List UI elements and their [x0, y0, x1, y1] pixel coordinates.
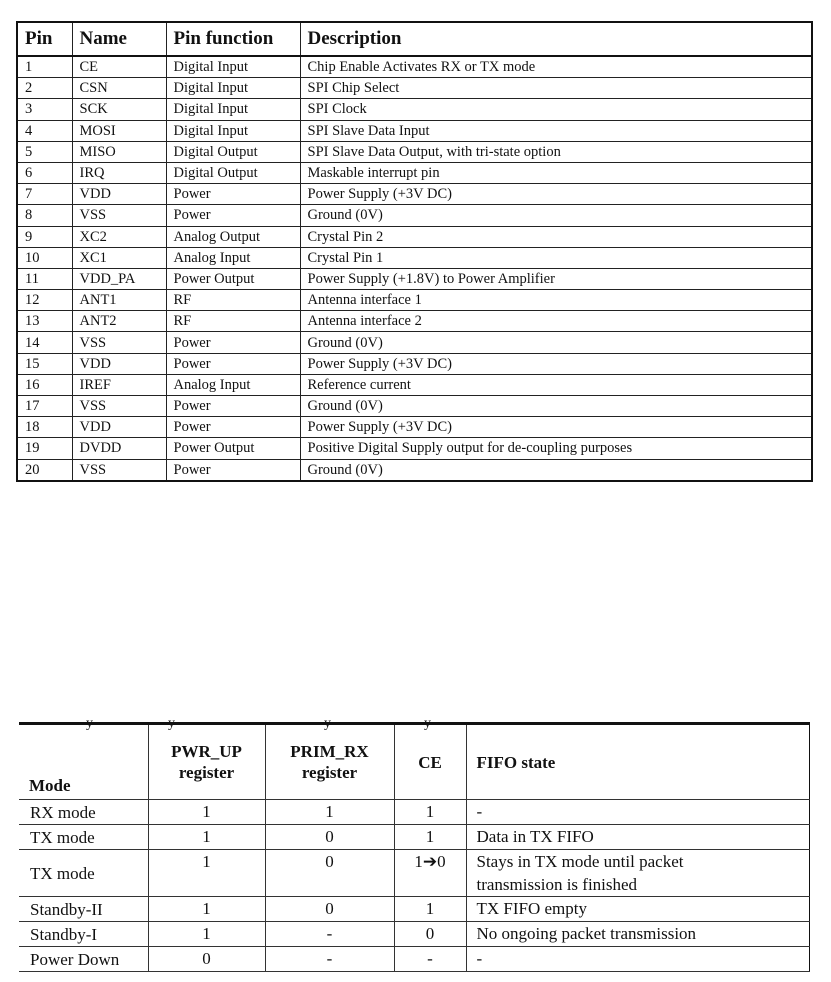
prim-rx-cell: - — [265, 922, 394, 947]
pin-name-cell: CSN — [72, 78, 166, 99]
pin-function-cell: Digital Output — [166, 141, 300, 162]
prim-rx-cell: 1 — [265, 800, 394, 825]
header-pwr-up-line2: register — [178, 763, 235, 782]
fifo-state-line: Data in TX FIFO — [476, 827, 594, 846]
pwr-up-cell: 1 — [148, 922, 265, 947]
mode-cell: TX mode — [19, 825, 148, 850]
pin-table — [16, 21, 813, 482]
table-row — [17, 162, 812, 183]
header-description: Description — [300, 22, 812, 56]
pin-description-cell: Chip Enable Activates RX or TX mode — [300, 56, 812, 78]
header-fifo-state: FIFO state — [466, 724, 810, 800]
pin-description-cell: Crystal Pin 2 — [300, 226, 812, 247]
table-row — [17, 353, 812, 374]
table-row — [19, 922, 810, 947]
pin-description-cell: Ground (0V) — [300, 205, 812, 226]
pwr-up-cell: 1 — [148, 850, 265, 897]
header-pin-function: Pin function — [166, 22, 300, 56]
pin-description-cell: SPI Clock — [300, 99, 812, 120]
cropped-glyph: y — [424, 716, 432, 731]
table-row — [19, 947, 810, 972]
fifo-state-line: No ongoing packet transmission — [476, 924, 697, 943]
fifo-state-cell — [466, 922, 810, 947]
table-row — [17, 417, 812, 438]
pin-description-cell: Ground (0V) — [300, 459, 812, 481]
mode-table-header-row — [19, 724, 810, 800]
pin-name-cell: VSS — [72, 332, 166, 353]
pin-number-cell: 3 — [17, 99, 72, 120]
cropped-text-fragment — [86, 714, 456, 731]
mode-cell: Standby-I — [19, 922, 148, 947]
fifo-state-line: TX FIFO empty — [476, 899, 587, 918]
table-row — [17, 247, 812, 268]
pin-description-cell: Ground (0V) — [300, 332, 812, 353]
pin-number-cell: 15 — [17, 353, 72, 374]
table-row — [17, 226, 812, 247]
cropped-glyph: y — [86, 716, 94, 731]
fifo-state-cell — [466, 897, 810, 922]
pwr-up-cell: 1 — [148, 800, 265, 825]
pin-number-cell: 10 — [17, 247, 72, 268]
pin-function-cell: Digital Input — [166, 120, 300, 141]
table-row — [19, 825, 810, 850]
pin-description-cell: Antenna interface 2 — [300, 311, 812, 332]
pin-name-cell: VDD — [72, 417, 166, 438]
pin-number-cell: 13 — [17, 311, 72, 332]
pin-name-cell: IRQ — [72, 162, 166, 183]
pin-number-cell: 8 — [17, 205, 72, 226]
header-pin: Pin — [17, 22, 72, 56]
table-row — [17, 205, 812, 226]
pin-function-cell: Digital Input — [166, 56, 300, 78]
prim-rx-cell: 0 — [265, 897, 394, 922]
pin-description-cell: Ground (0V) — [300, 396, 812, 417]
cropped-glyph: y — [324, 716, 332, 731]
pin-function-cell: Power Output — [166, 438, 300, 459]
table-row — [17, 141, 812, 162]
pin-function-cell: Power — [166, 205, 300, 226]
cropped-glyph: y — [168, 716, 176, 731]
pin-number-cell: 17 — [17, 396, 72, 417]
pin-number-cell: 5 — [17, 141, 72, 162]
header-ce: CE — [394, 724, 466, 800]
pin-number-cell: 16 — [17, 374, 72, 395]
mode-table — [19, 722, 810, 972]
fifo-state-cell — [466, 947, 810, 972]
ce-cell: 1 — [394, 800, 466, 825]
pin-description-cell: Antenna interface 1 — [300, 290, 812, 311]
pin-number-cell: 7 — [17, 184, 72, 205]
prim-rx-cell: 0 — [265, 825, 394, 850]
table-row — [17, 99, 812, 120]
pin-function-cell: Power — [166, 396, 300, 417]
pin-function-cell: Power — [166, 417, 300, 438]
table-row — [17, 78, 812, 99]
pin-number-cell: 19 — [17, 438, 72, 459]
pin-function-cell: Power — [166, 332, 300, 353]
pin-number-cell: 2 — [17, 78, 72, 99]
table-row — [19, 897, 810, 922]
pin-number-cell: 12 — [17, 290, 72, 311]
pin-name-cell: IREF — [72, 374, 166, 395]
pin-description-cell: Positive Digital Supply output for de-coupling purposes — [300, 438, 812, 459]
mode-cell: TX mode — [19, 850, 148, 897]
pin-name-cell: ANT1 — [72, 290, 166, 311]
pin-name-cell: XC2 — [72, 226, 166, 247]
table-row — [17, 396, 812, 417]
pin-name-cell: MISO — [72, 141, 166, 162]
pin-number-cell: 1 — [17, 56, 72, 78]
fifo-state-line: - — [476, 802, 483, 821]
pin-number-cell: 9 — [17, 226, 72, 247]
ce-cell: 1 — [394, 825, 466, 850]
header-prim-rx — [265, 724, 394, 800]
pin-name-cell: VDD — [72, 353, 166, 374]
pin-number-cell: 14 — [17, 332, 72, 353]
ce-cell: 1 — [394, 897, 466, 922]
pwr-up-cell: 0 — [148, 947, 265, 972]
fifo-state-line: Stays in TX mode until packet — [476, 852, 684, 871]
ce-cell: 1➔0 — [394, 850, 466, 897]
header-prim-rx-line1: PRIM_RX — [290, 742, 369, 761]
pin-description-cell: Power Supply (+3V DC) — [300, 417, 812, 438]
header-name: Name — [72, 22, 166, 56]
header-mode: Mode — [19, 724, 148, 800]
header-pwr-up-line1: PWR_UP — [171, 742, 242, 761]
header-pwr-up — [148, 724, 265, 800]
pin-name-cell: VSS — [72, 396, 166, 417]
pin-number-cell: 11 — [17, 268, 72, 289]
pin-function-cell: Analog Output — [166, 226, 300, 247]
pin-function-cell: Digital Input — [166, 99, 300, 120]
pin-number-cell: 20 — [17, 459, 72, 481]
pin-name-cell: VSS — [72, 459, 166, 481]
table-row — [17, 290, 812, 311]
table-row — [17, 311, 812, 332]
table-row — [17, 332, 812, 353]
pin-function-cell: Analog Input — [166, 374, 300, 395]
table-row — [17, 56, 812, 78]
table-row — [17, 268, 812, 289]
pin-description-cell: Crystal Pin 1 — [300, 247, 812, 268]
mode-cell: Power Down — [19, 947, 148, 972]
table-row — [17, 374, 812, 395]
prim-rx-cell: - — [265, 947, 394, 972]
fifo-state-cell — [466, 800, 810, 825]
table-row — [19, 850, 810, 897]
fifo-state-line: - — [476, 949, 483, 968]
pin-description-cell: SPI Slave Data Input — [300, 120, 812, 141]
pin-number-cell: 4 — [17, 120, 72, 141]
header-prim-rx-line2: register — [301, 763, 358, 782]
table-row — [17, 459, 812, 481]
table-row — [17, 184, 812, 205]
pwr-up-cell: 1 — [148, 825, 265, 850]
pin-function-cell: Digital Input — [166, 78, 300, 99]
pin-description-cell: Maskable interrupt pin — [300, 162, 812, 183]
table-row — [17, 120, 812, 141]
mode-cell: RX mode — [19, 800, 148, 825]
pin-number-cell: 6 — [17, 162, 72, 183]
pin-function-cell: Analog Input — [166, 247, 300, 268]
pin-name-cell: VDD_PA — [72, 268, 166, 289]
mode-cell: Standby-II — [19, 897, 148, 922]
fifo-state-line: transmission is finished — [476, 875, 638, 894]
pin-name-cell: MOSI — [72, 120, 166, 141]
pin-name-cell: CE — [72, 56, 166, 78]
pin-function-cell: Power — [166, 353, 300, 374]
fifo-state-cell — [466, 850, 810, 897]
fifo-state-cell — [466, 825, 810, 850]
pin-table-header-row — [17, 22, 812, 56]
pin-description-cell: SPI Slave Data Output, with tri-state option — [300, 141, 812, 162]
prim-rx-cell: 0 — [265, 850, 394, 897]
pin-description-cell: SPI Chip Select — [300, 78, 812, 99]
pin-description-cell: Power Supply (+3V DC) — [300, 353, 812, 374]
pin-name-cell: VSS — [72, 205, 166, 226]
pin-function-cell: Power Output — [166, 268, 300, 289]
pin-description-cell: Power Supply (+3V DC) — [300, 184, 812, 205]
pin-number-cell: 18 — [17, 417, 72, 438]
ce-cell: 0 — [394, 922, 466, 947]
pin-function-cell: Power — [166, 184, 300, 205]
pin-function-cell: Digital Output — [166, 162, 300, 183]
pin-name-cell: XC1 — [72, 247, 166, 268]
pin-name-cell: DVDD — [72, 438, 166, 459]
pin-function-cell: Power — [166, 459, 300, 481]
table-row — [19, 800, 810, 825]
pin-function-cell: RF — [166, 290, 300, 311]
pin-name-cell: VDD — [72, 184, 166, 205]
pin-description-cell: Reference current — [300, 374, 812, 395]
ce-cell: - — [394, 947, 466, 972]
pin-description-cell: Power Supply (+1.8V) to Power Amplifier — [300, 268, 812, 289]
pin-name-cell: SCK — [72, 99, 166, 120]
table-row — [17, 438, 812, 459]
pin-function-cell: RF — [166, 311, 300, 332]
pin-name-cell: ANT2 — [72, 311, 166, 332]
pwr-up-cell: 1 — [148, 897, 265, 922]
